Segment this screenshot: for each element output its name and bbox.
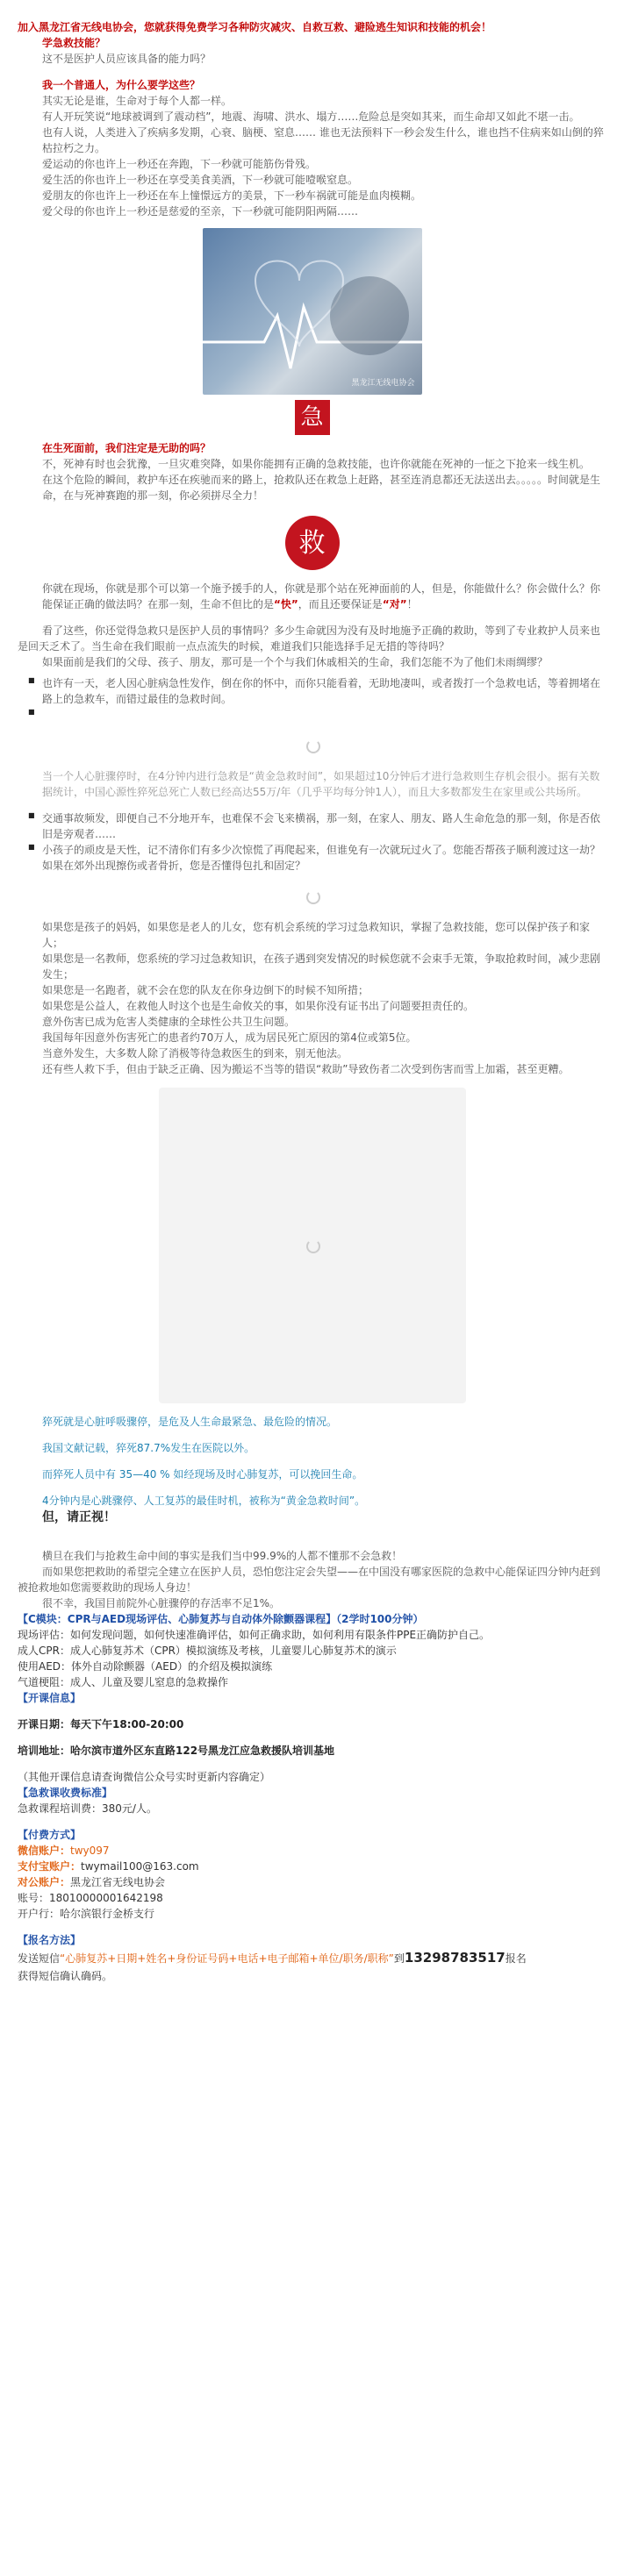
- alipay-label: 支付宝账户：: [18, 1860, 82, 1873]
- why-paragraph: 爱生活的你也许上一秒还在享受美食美酒，下一秒就可能噎喉窒息。: [42, 174, 359, 186]
- why-paragraph: 爱父母的你也许上一秒还是慈爱的至亲，下一秒就可能阴阳两隔……: [42, 205, 359, 218]
- role-paragraph: 我国每年因意外伤害死亡的患者约70万人，成为居民死亡原因的第4位或第5位。: [42, 1031, 417, 1044]
- bullet-item: ■ 交通事故频发，即便自己不分地开车，也难保不会飞来横祸，那一刻，在家人、朋友、路人生命危急的那一刻，你是否依旧是旁观者……: [32, 810, 606, 842]
- scene-paragraph: 如果面前是我们的父母、孩子、朋友，那可是一个个与我们休戚相关的生命，我们怎能不为了他们未雨绸缪？: [42, 656, 549, 668]
- scene-bullets: [18, 675, 606, 723]
- loading-spinner-icon: [300, 884, 325, 909]
- role-paragraph: 如果您是孩子的妈妈，如果您是老人的儿女，您有机会系统的学习过急救知识，掌握了急救技能，您可以保护孩子和家人；: [42, 921, 591, 949]
- account-number: 账号：18010000001642198: [18, 1892, 163, 1904]
- course-item: 现场评估：如何发现问题，如何快速准确评估，如何正确求助，如何利用有限条件PPE正确防护自己。: [18, 1629, 491, 1641]
- payment-heading: 【付费方式】: [18, 1829, 82, 1841]
- image-watermark: 黑龙江无线电协会: [351, 378, 415, 388]
- corp-name: 黑龙江省无线电协会: [70, 1876, 166, 1888]
- scene-right: “对”: [382, 598, 407, 610]
- scene-paragraph: 看了这些，你还觉得急救只是医护人员的事情吗？多少生命就因为没有及时地施予正确的救助，等到了专业救护人员来也是回天乏术了。当生命在我们眼前一点点流失的时候，难道我们只能选择手足无措的等待吗？: [18, 624, 601, 653]
- wechat-label: 微信账户：: [18, 1845, 71, 1857]
- course-info-heading: 【开课信息】: [18, 1692, 82, 1704]
- closing-paragraph: 很不幸，我国目前院外心脏骤停的存活率不足1%。: [42, 1597, 281, 1609]
- question-title: 学急救技能？: [42, 37, 106, 49]
- signup-line: [18, 1948, 606, 1968]
- role-paragraph: 意外伤害已成为危害人类健康的全球性公共卫生问题。: [42, 1016, 296, 1028]
- image-placeholder: [159, 1088, 466, 1403]
- why-paragraph: 有人开玩笑说“地球被调到了震动档”，地震、海啸、洪水、塌方……危险总是突如其来，而生命却又如此不堪一击。: [42, 111, 580, 123]
- heart-attack-photo: [203, 228, 422, 395]
- signup-suffix: 报名: [505, 1952, 527, 1965]
- intro-headline: 加入黑龙江省无线电协会，您就获得免费学习各种防灾减灾、自救互救、避险逃生知识和技能的机会！: [18, 21, 492, 33]
- rescue-badge: 救: [285, 516, 340, 570]
- bullet-item: [32, 707, 606, 723]
- stat-emphasis: 但，请正视！: [42, 1510, 116, 1524]
- scene-fast: “快”: [274, 598, 298, 610]
- signup-tail: 获得短信确认确码。: [18, 1969, 113, 1982]
- role-paragraph: 如果您是一名教师，您系统的学习过急救知识，在孩子遇到突发情况的时候您就不会束手无策，争取抢救时间，减少悲剧发生；: [42, 953, 601, 981]
- role-paragraph: 当意外发生，大多数人除了消极等待急救医生的到来，别无他法。: [42, 1047, 348, 1060]
- course-module-title: 【C模块：CPR与AED现场评估、心肺复苏与自动体外除颤器课程】（2学时100分钟）: [18, 1613, 424, 1625]
- course-item: 使用AED：体外自动除颤器（AED）的介绍及模拟演练: [18, 1660, 273, 1673]
- urgent-badge: 急: [295, 400, 330, 435]
- signup-prefix: 发送短信: [18, 1952, 61, 1965]
- life-paragraph: 不，死神有时也会犹豫，一旦灾难突降，如果你能拥有正确的急救技能，也许你就能在死神的一怔之下抢来一线生机。: [42, 458, 591, 470]
- signup-heading: 【报名方法】: [18, 1934, 82, 1946]
- bullet-item: ■ 小孩子的顽皮是天性，记不清你们有多少次惊慌了再爬起来，但谁免有一次就玩过火了。您能否帮孩子顺利渡过这一劫？如果在郊外出现擦伤或者骨折，您是否懂得包扎和固定？: [32, 842, 606, 874]
- bullet-item: ■ 也许有一天，老人因心脏病急性发作，倒在你的怀中，而你只能看着，无助地凄叫，或者拨打一个急救电话，等着拥堵在路上的急救车，而错过最佳的急救时间。: [32, 675, 606, 707]
- scene-bullets-2: [18, 810, 606, 874]
- life-title: 在生死面前，我们注定是无助的吗？: [42, 442, 212, 454]
- signup-format: “心肺复苏+日期+姓名+身份证号码+电话+电子邮箱+单位/职务/职称”: [60, 1952, 394, 1965]
- why-paragraph: 爱朋友的你也许上一秒还在车上憧憬远方的美景，下一秒车祸就可能是血肉模糊。: [42, 189, 422, 202]
- course-address: 培训地址：哈尔滨市道外区东直路122号黑龙江应急救援队培训基地: [18, 1745, 335, 1757]
- heartbeat-graphic: [203, 228, 422, 395]
- why-paragraph: 爱运动的你也许上一秒还在奔跑，下一秒就可能筋伤骨残。: [42, 158, 317, 170]
- course-item: 气道梗阻：成人、儿童及婴儿窒息的急救操作: [18, 1676, 229, 1688]
- why-title: 我一个普通人，为什么要学这些？: [42, 79, 201, 91]
- why-paragraph: 也有人说，人类进入了疾病多发期，心衰、脑梗、窒息…… 谁也无法预料下一秒会发生什么，谁也挡不住病来如山倒的猝枯拉朽之力。: [42, 126, 604, 154]
- wechat-line: [18, 1843, 606, 1859]
- course-note: （其他开课信息请查询微信公众号实时更新内容确定）: [18, 1771, 271, 1783]
- closing-paragraph: 横旦在我们与抢救生命中间的事实是我们当中99.9%的人都不懂那不会急救！: [42, 1550, 403, 1562]
- cardiac-paragraph: 当一个人心脏骤停时，在4分钟内进行急救是“黄金急救时间”，如果超过10分钟后才进行急救则生存机会很小。据有关数据统计，中国心源性猝死总死亡人数已经高达55万/年（几乎平均每分钟1人），而且大多数都发生在家里或公共场所。: [42, 770, 600, 798]
- stat-line: 4分钟内是心跳骤停、人工复苏的最佳时机，被称为“黄金急救时间”。: [42, 1495, 366, 1507]
- stat-line: 我国文献记载，猝死87.7%发生在医院以外。: [42, 1442, 255, 1454]
- alipay-line: [18, 1859, 606, 1874]
- course-item: 成人CPR：成人心肺复苏术（CPR）模拟演练及考核，儿童婴儿心肺复苏术的演示: [18, 1645, 397, 1657]
- alipay-account[interactable]: twymail100@163.com: [81, 1860, 199, 1873]
- corp-line: [18, 1874, 606, 1890]
- scene-text-mid: ，而且还要保证是: [298, 598, 383, 610]
- closing-paragraph: 而如果您把救助的希望完全建立在医护人员，恐怕您注定会失望——在中国没有哪家医院的急救中心能保证四分钟内赶到被抢救地如您需要救助的现场人身边！: [18, 1566, 601, 1594]
- course-date: 开课日期：每天下午18:00-20:00: [18, 1718, 184, 1730]
- scene-paragraph: [42, 581, 606, 612]
- fee-text: 急救课程培训费：380元/人。: [18, 1802, 157, 1815]
- fee-heading: 【急救课收费标准】: [18, 1787, 113, 1799]
- bank-name: 开户行：哈尔滨银行金桥支行: [18, 1908, 155, 1920]
- scene-text: 你就在现场，你就是那个可以第一个施予援手的人，你就是那个站在死神面前的人，但是，你能做什么？你会做什么？你能保证正确的做法吗？在那一刻，生命不但比的是: [42, 582, 601, 610]
- stat-line: 而猝死人员中有 35—40 % 如经现场及时心肺复苏，可以挽回生命。: [42, 1468, 363, 1481]
- question-sub: 这不是医护人员应该具备的能力吗？: [42, 53, 212, 65]
- role-paragraph: 如果您是公益人，在救他人时这个也是生命攸关的事，如果你没有证书出了问题要担责任的。: [42, 1000, 475, 1012]
- wechat-account[interactable]: twy097: [70, 1845, 110, 1857]
- role-paragraph: 还有些人救下手，但由于缺乏正确、因为搬运不当等的错误“救助”导致伤者二次受到伤害而雪上加霜，甚至更糟。: [42, 1063, 570, 1075]
- loading-spinner-icon: [300, 733, 325, 758]
- why-paragraph: 其实无论是谁，生命对于每个人都一样。: [42, 95, 233, 107]
- signup-mid: 到: [393, 1952, 405, 1965]
- corp-label: 对公账户：: [18, 1876, 71, 1888]
- loading-spinner-icon: [300, 1233, 325, 1258]
- scene-text-end: ！: [406, 598, 418, 610]
- role-paragraph: 如果您是一名跑者，就不会在您的队友在你身边倒下的时候不知所措；: [42, 984, 369, 996]
- life-paragraph: 在这个危险的瞬间，救护车还在疾驰而来的路上，抢救队还在救急上赶路，甚至连消息都还无法送出去。。。。。时间就是生命，在与死神赛跑的那一刻，你必须拼尽全力！: [42, 474, 601, 502]
- signup-phone[interactable]: 13298783517: [404, 1950, 506, 1966]
- stat-line: 猝死就是心脏呼吸骤停，是危及人生命最紧急、最危险的情况。: [42, 1416, 338, 1428]
